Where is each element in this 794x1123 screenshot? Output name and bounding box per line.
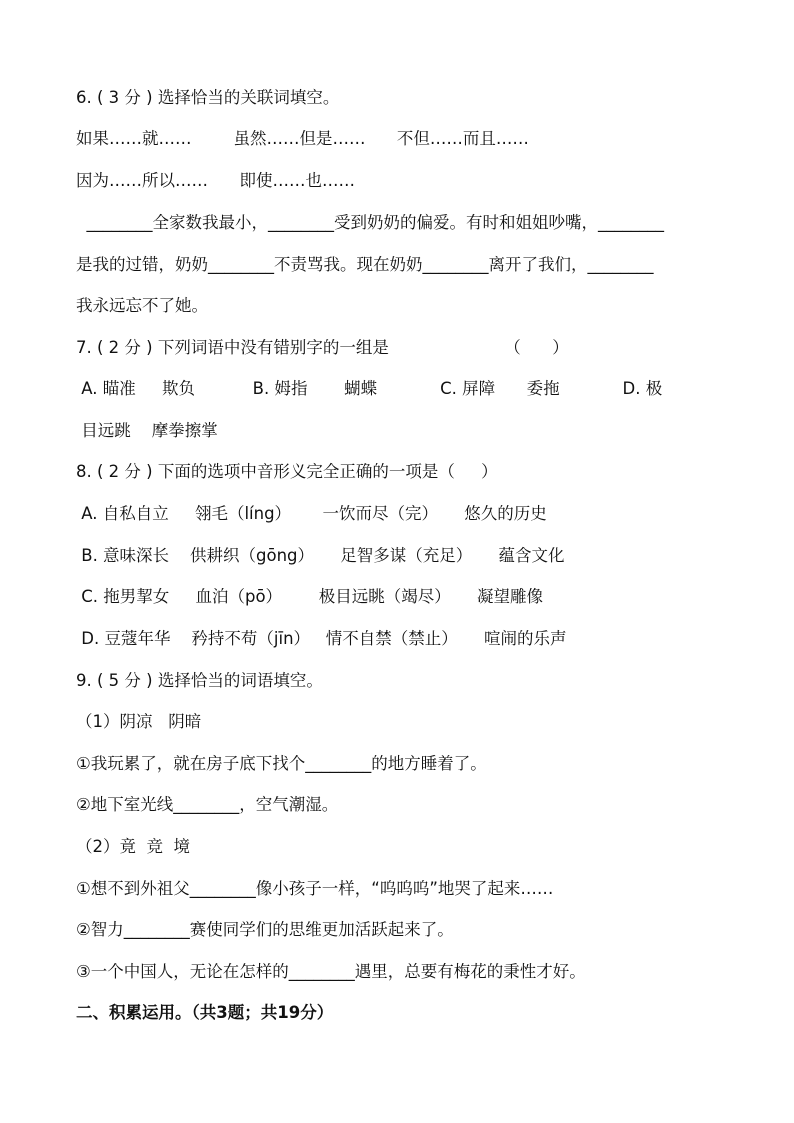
question-9-part1-item1: ①我玩累了，就在房子底下找个________的地方睡着了。 <box>76 754 487 773</box>
question-6-options-line2: 因为……所以…… 即使……也…… <box>76 171 355 190</box>
question-7-options-line1: A. 瞄准 欺负 B. 姆指 蝴蝶 C. 屏障 委拖 D. 极 <box>76 379 663 398</box>
section-2-heading: 二、积累运用。（共3题；共19分） <box>76 1003 334 1022</box>
question-6-options-line1: 如果……就…… 虽然……但是…… 不但……而且…… <box>76 129 529 148</box>
question-9-part1-header: （1）阴凉 阴暗 <box>76 712 202 731</box>
question-9-part2-item1: ①想不到外祖父________像小孩子一样，“呜呜呜”地哭了起来…… <box>76 879 554 898</box>
question-8-option-c: C. 拖男挈女 血泊（pō） 极目远眺（竭尽） 凝望雕像 <box>76 587 543 606</box>
question-7-title: 7. ( 2 分 ) 下列词语中没有错别字的一组是 （ ） <box>76 338 569 357</box>
question-6-passage-line2: 是我的过错，奶奶________不责骂我。现在奶奶________离开了我们，________ <box>76 255 654 274</box>
question-9-part2-item3: ③一个中国人，无论在怎样的________遇里，总要有梅花的秉性才好。 <box>76 962 586 981</box>
question-6-passage-line1: ________全家数我最小，________受到奶奶的偏爱。有时和姐姐吵嘴，________ <box>76 213 664 232</box>
question-8-option-b: B. 意味深长 供耕织（gōng） 足智多谋（充足） 蕴含文化 <box>76 546 565 565</box>
question-7-options-line2: 目远跳 摩拳擦掌 <box>76 421 218 440</box>
question-9-title: 9. ( 5 分 ) 选择恰当的词语填空。 <box>76 671 323 690</box>
question-8-title: 8. ( 2 分 ) 下面的选项中音形义完全正确的一项是（ ） <box>76 462 498 481</box>
question-9-part2-header: （2）竟 竞 境 <box>76 837 190 856</box>
question-8-option-a: A. 自私自立 翎毛（líng） 一饮而尽（完） 悠久的历史 <box>76 504 547 523</box>
question-9-part1-item2: ②地下室光线________，空气潮湿。 <box>76 795 339 814</box>
question-8-option-d: D. 豆蔻年华 矜持不苟（jīn） 情不自禁（禁止） 喧闹的乐声 <box>76 629 567 648</box>
question-6-title: 6. ( 3 分 ) 选择恰当的关联词填空。 <box>76 88 340 107</box>
question-9-part2-item2: ②智力________赛使同学们的思维更加活跃起来了。 <box>76 920 454 939</box>
question-6-passage-line3: 我永远忘不了她。 <box>76 296 208 315</box>
